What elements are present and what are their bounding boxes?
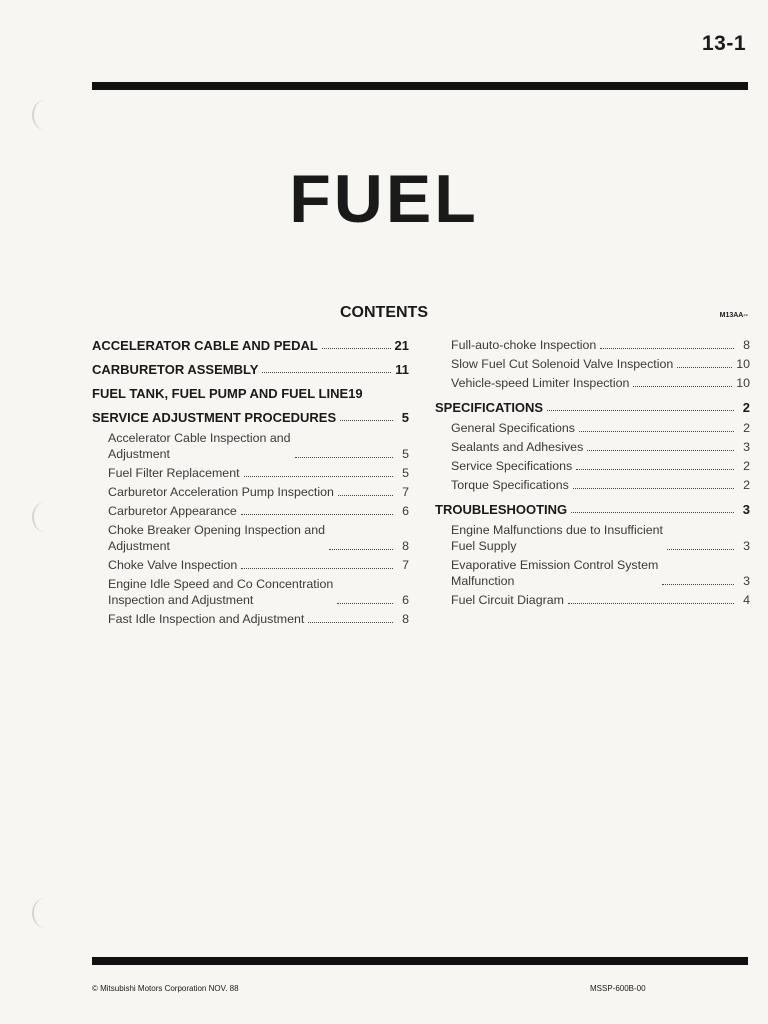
dot-leader (587, 450, 734, 451)
entry-label: Accelerator Cable Inspection and Adjustment (108, 431, 291, 461)
dot-leader (576, 469, 734, 470)
entry-label: Full-auto-choke Inspection (451, 338, 597, 352)
entry-label: Fuel Circuit Diagram (451, 593, 564, 607)
contents-subsection-entry (435, 557, 750, 589)
contents-subsection-entry (92, 465, 409, 481)
contents-subsection-entry (435, 356, 750, 372)
entry-label: SPECIFICATIONS (435, 400, 544, 415)
entry-label: Fast Idle Inspection and Adjustment (108, 612, 305, 626)
top-rule (92, 82, 748, 90)
entry-label: Evaporative Emission Control System Malfunction (451, 558, 659, 588)
entry-label: Carburetor Appearance (108, 504, 237, 518)
contents-subsection-entry (92, 522, 409, 554)
contents-subsection-entry (435, 458, 750, 474)
chapter-title: FUEL (289, 161, 479, 237)
dot-leader (262, 372, 391, 373)
contents-subsection-entry (92, 503, 409, 519)
contents-section-entry (435, 502, 750, 517)
entry-label: CARBURETOR ASSEMBLY (92, 362, 259, 377)
entry-label: Choke Valve Inspection (108, 558, 238, 572)
bottom-rule (92, 957, 748, 965)
contents-left-column (92, 334, 409, 627)
entry-page-number: 4 (743, 593, 750, 607)
contents-subsection-entry (435, 420, 750, 436)
entry-page-number: 3 (742, 502, 750, 517)
entry-label: Slow Fuel Cut Solenoid Valve Inspection (451, 357, 674, 371)
dot-leader (633, 386, 732, 387)
contents-heading: CONTENTS (340, 304, 428, 321)
dot-leader (241, 568, 393, 569)
entry-label: TROUBLESHOOTING (435, 502, 568, 517)
dot-leader (338, 495, 393, 496)
punch-hole-mark (32, 502, 58, 532)
contents-subsection-entry (435, 477, 750, 493)
entry-label: Choke Breaker Opening Inspection and Adjustment (108, 523, 325, 553)
entry-label: SERVICE ADJUSTMENT PROCEDURES (92, 410, 337, 425)
contents-subsection-entry (92, 576, 409, 608)
dot-leader (677, 367, 732, 368)
contents-right-column (435, 334, 750, 608)
entry-page-number: 11 (395, 362, 409, 377)
entry-page-number: 3 (743, 440, 750, 454)
entry-label: Engine Idle Speed and Co Concentration Inspection and Adjustment (108, 577, 334, 607)
entry-page-number: 5 (402, 466, 409, 480)
dot-leader (329, 549, 393, 550)
entry-label: Vehicle-speed Limiter Inspection (451, 376, 630, 390)
dot-leader (241, 514, 393, 515)
dot-leader (340, 420, 393, 421)
dot-leader (547, 410, 734, 411)
dot-leader (568, 603, 734, 604)
entry-page-number: 8 (402, 612, 409, 626)
entry-page-number: 8 (743, 338, 750, 352)
dot-leader (662, 584, 734, 585)
dot-leader (571, 512, 734, 513)
entry-page-number: 6 (402, 593, 409, 607)
entry-page-number: 2 (742, 400, 750, 415)
entry-page-number: 7 (402, 558, 409, 572)
entry-page-number: 2 (743, 478, 750, 492)
dot-leader (667, 549, 734, 550)
contents-section-entry (92, 338, 409, 353)
entry-label: Sealants and Adhesives (451, 440, 584, 454)
contents-section-entry (92, 362, 409, 377)
entry-label: Torque Specifications (451, 478, 569, 492)
dot-leader (322, 348, 391, 349)
entry-label: FUEL TANK, FUEL PUMP AND FUEL LINE (92, 386, 349, 401)
contents-section-entry (435, 400, 750, 415)
contents-subsection-entry (435, 337, 750, 353)
entry-page-number: 10 (736, 357, 750, 371)
contents-subsection-entry (435, 522, 750, 554)
entry-label: General Specifications (451, 421, 575, 435)
dot-leader (337, 603, 393, 604)
entry-label: Fuel Filter Replacement (108, 466, 240, 480)
entry-page-number: 3 (743, 574, 750, 588)
entry-page-number: 10 (736, 376, 750, 390)
section-code: M13AA-- (719, 312, 748, 319)
contents-subsection-entry (92, 557, 409, 573)
dot-leader (295, 457, 393, 458)
entry-label: Carburetor Acceleration Pump Inspection (108, 485, 334, 499)
dot-leader (244, 476, 393, 477)
entry-page-number: 7 (402, 485, 409, 499)
dot-leader (308, 622, 393, 623)
entry-page-number: 3 (743, 539, 750, 553)
entry-page-number: 2 (743, 459, 750, 473)
dot-leader (600, 348, 734, 349)
footer-doc-code: MSSP-600B-00 (590, 984, 646, 993)
entry-page-number: 2 (743, 421, 750, 435)
contents-section-entry (92, 386, 409, 401)
contents-subsection-entry (92, 430, 409, 462)
entry-label: Service Specifications (451, 459, 573, 473)
page-number: 13-1 (701, 32, 746, 55)
contents-subsection-entry (435, 375, 750, 391)
contents-subsection-entry (435, 592, 750, 608)
contents-subsection-entry (92, 611, 409, 627)
entry-page-number: 8 (402, 539, 409, 553)
entry-label: ACCELERATOR CABLE AND PEDAL (92, 338, 318, 353)
punch-hole-mark (32, 100, 58, 130)
dot-leader (579, 431, 734, 432)
entry-page-number: 19 (348, 386, 363, 401)
entry-page-number: 5 (402, 447, 409, 461)
contents-section-entry (92, 410, 409, 425)
entry-page-number: 5 (401, 410, 409, 425)
dot-leader (573, 488, 734, 489)
entry-page-number: 21 (394, 338, 409, 353)
entry-page-number: 6 (402, 504, 409, 518)
footer-copyright: © Mitsubishi Motors Corporation NOV. 88 (92, 984, 239, 993)
contents-subsection-entry (435, 439, 750, 455)
entry-label: Engine Malfunctions due to Insufficient Fuel Supply (451, 523, 663, 553)
punch-hole-mark (32, 898, 58, 928)
contents-subsection-entry (92, 484, 409, 500)
